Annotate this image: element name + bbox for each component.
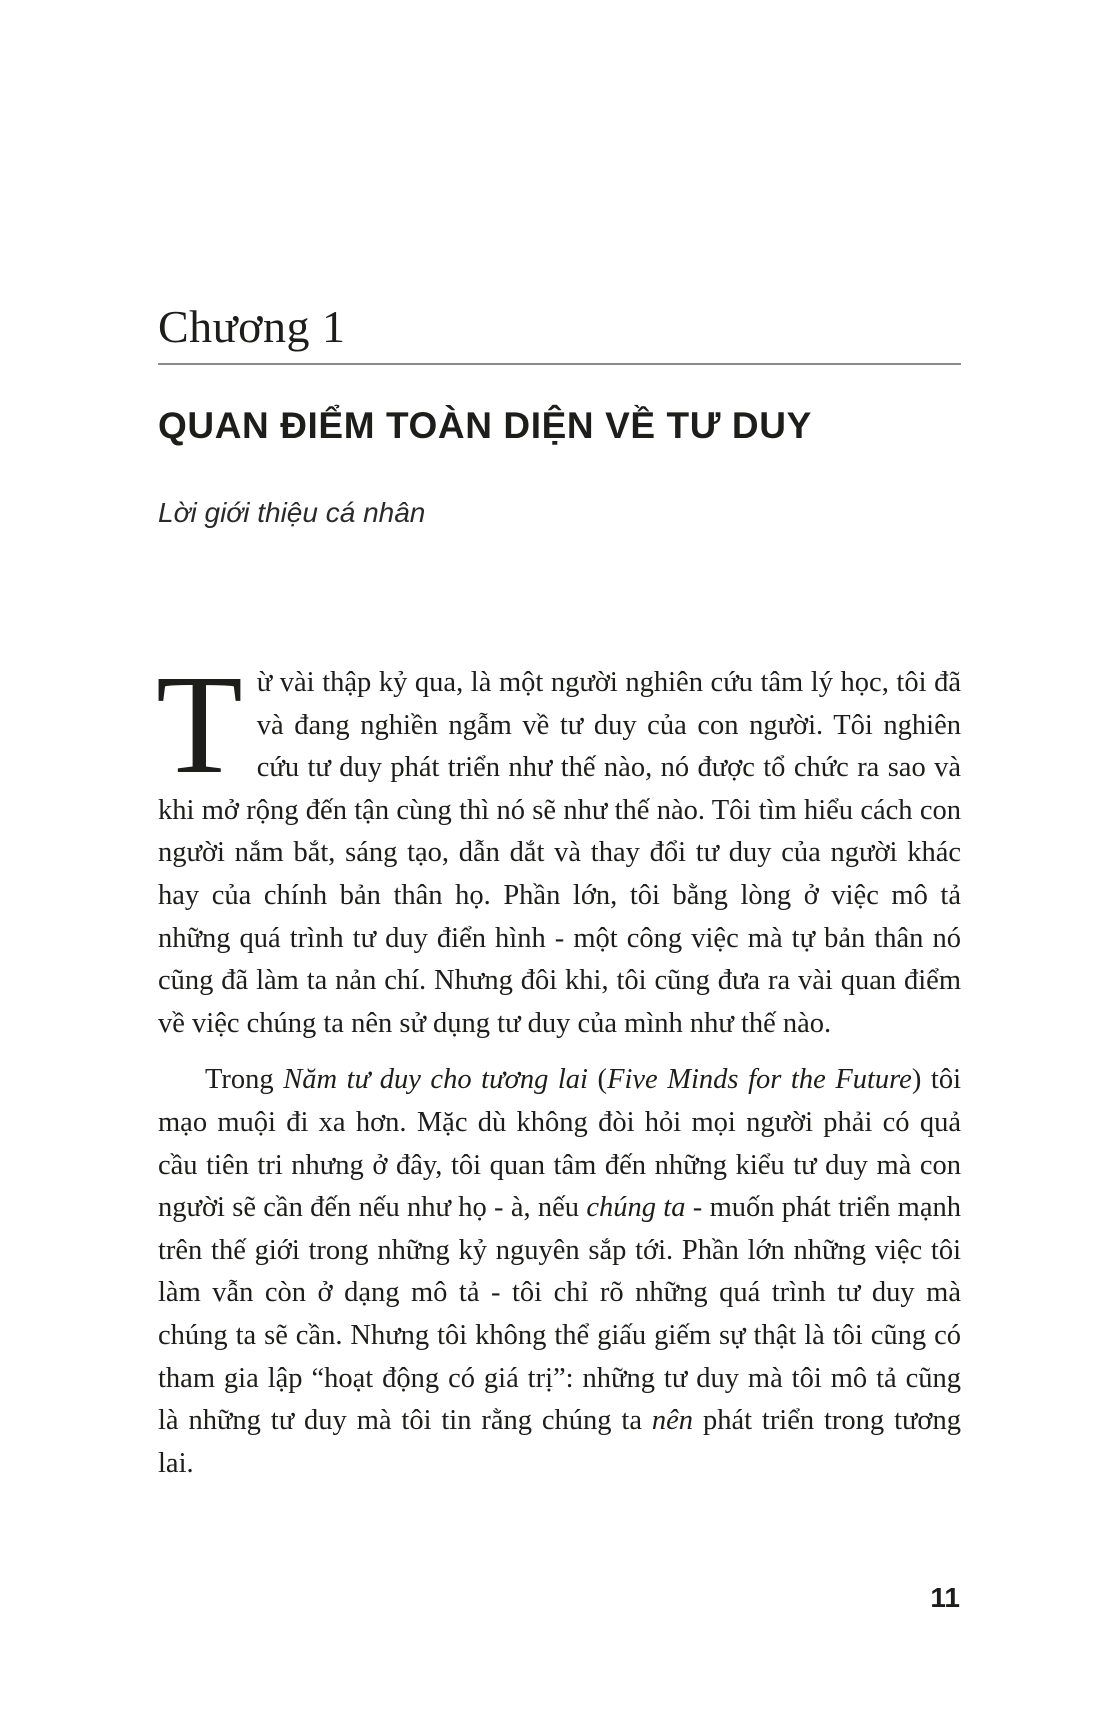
body-text xyxy=(156,645,961,1485)
emphasis-chung-ta: chúng ta xyxy=(586,1192,686,1224)
paragraph-2-text-2: ( xyxy=(587,1064,608,1096)
chapter-divider xyxy=(158,363,961,365)
emphasis-nen: nên xyxy=(651,1405,694,1437)
paragraph-2-text-1: Trong xyxy=(205,1064,284,1096)
paragraph-2-text-5: phát triển trong tương lai. xyxy=(158,1405,961,1479)
paragraph-1-text: ừ vài thập kỷ qua, là một người nghiên cứu tâm lý học, tôi đã và đang nghiền ngẫm về tư duy của con người. Tôi nghiên cứu tư duy phát triển như thế nào, nó được tổ chức ra sao và khi mở rộng đến tận cùng thì nó sẽ như thế nào. Tôi tìm hiểu cách con người nắm bắt, sáng tạo, dẫn dắt và thay đổi tư duy của người khác hay của chính bản thân họ. Phần lớn, tôi bằng lòng ở việc mô tả những quá trình tư duy điển hình - một công việc mà tự bản thân nó cũng đã làm ta nản chí. Nhưng đôi khi, tôi cũng đưa ra vài quan điểm về việc chúng ta nên sử dụng tư duy của mình như thế nào. xyxy=(158,667,961,1039)
paragraph-2 xyxy=(158,1059,961,1485)
book-title-vi: Năm tư duy cho tương lai xyxy=(283,1064,588,1096)
chapter-label: Chương 1 xyxy=(158,301,346,352)
chapter-subtitle: Lời giới thiệu cá nhân xyxy=(158,497,426,528)
paragraph-2-text-3: ) tôi mạo muội đi xa hơn. Mặc dù không đòi hỏi mọi người phải có quả cầu tiên tri nhưng ở đây, tôi quan tâm đến những kiểu tư duy mà con người sẽ cần đến nếu như họ - à, nếu xyxy=(158,1064,961,1224)
book-title-en: Five Minds for the Future xyxy=(607,1064,912,1096)
chapter-title: QUAN ĐIỂM TOÀN DIỆN VỀ TƯ DUY xyxy=(158,405,812,446)
paragraph-2-text-4: - muốn phát triển mạnh trên thế giới trong những kỷ nguyên sắp tới. Phần lớn những việc tôi làm vẫn còn ở dạng mô tả - tôi chỉ rõ những quá trình tư duy mà chúng ta sẽ cần. Nhưng tôi không thể giấu giếm sự thật là tôi cũng có tham gia lập “hoạt động có giá trị”: những tư duy mà tôi mô tả cũng là những tư duy mà tôi tin rằng chúng ta xyxy=(158,1192,961,1437)
paragraph-1 xyxy=(156,645,961,1045)
drop-cap: T xyxy=(156,645,243,803)
page-number: 11 xyxy=(930,1582,960,1613)
